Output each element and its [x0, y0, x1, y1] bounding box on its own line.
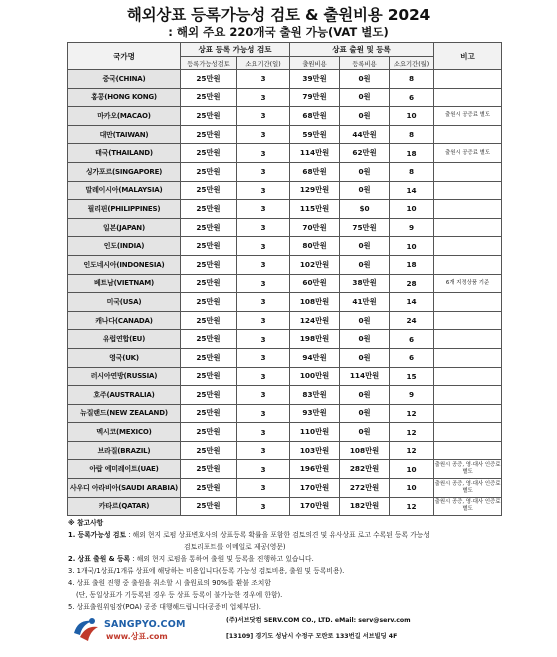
company-info: (주)서브닷컴 SERV.COM CO., LTD. eMail: serv@serv.com [226, 617, 411, 624]
country-cell: 인도(INDIA) [68, 237, 181, 256]
country-cell: 필리핀(PHILIPPINES) [68, 200, 181, 219]
note-cell: 출원시 공증, 영·대사 인증료 별도 [434, 479, 502, 498]
table-row [68, 367, 502, 386]
country-cell: 인도네시아(INDONESIA) [68, 255, 181, 274]
country-cell: 태국(THAILAND) [68, 144, 181, 163]
search-days-cell: 3 [237, 330, 290, 349]
header-country: 국가명 [68, 43, 181, 70]
table-row [68, 181, 502, 200]
filing-months-cell: 18 [390, 255, 434, 274]
search-days-cell: 3 [237, 162, 290, 181]
filing-months-cell: 14 [390, 293, 434, 312]
search-fee-cell: 25만원 [181, 441, 237, 460]
search-days-cell: 3 [237, 107, 290, 126]
search-days-cell: 3 [237, 70, 290, 89]
reg-fee-cell: 0원 [340, 107, 390, 126]
company-address: [13109] 경기도 성남시 수정구 모란로 133번길 서브빌딩 4F [226, 633, 398, 640]
search-days-cell: 3 [237, 348, 290, 367]
header-search-group: 상표 등록 가능성 검토 [181, 43, 290, 57]
table-row [68, 293, 502, 312]
filing-months-cell: 10 [390, 200, 434, 219]
filing-fee-cell: 102만원 [290, 255, 340, 274]
search-fee-cell: 25만원 [181, 293, 237, 312]
table-row [68, 274, 502, 293]
filing-fee-cell: 68만원 [290, 107, 340, 126]
page-title: 해외상표 등록가능성 검토 & 출원비용 2024 [126, 6, 431, 24]
note-cell [434, 441, 502, 460]
note-cell [434, 367, 502, 386]
reg-fee-cell: 0원 [340, 423, 390, 442]
reg-fee-cell: 0원 [340, 386, 390, 405]
search-fee-cell: 25만원 [181, 423, 237, 442]
filing-fee-cell: 114만원 [290, 144, 340, 163]
notes-heading: ※ 참고사항 [68, 519, 104, 527]
reg-fee-cell: 38만원 [340, 274, 390, 293]
search-fee-cell: 25만원 [181, 404, 237, 423]
reg-fee-cell: 108만원 [340, 441, 390, 460]
search-days-cell: 3 [237, 218, 290, 237]
search-fee-cell: 25만원 [181, 70, 237, 89]
note-cell [434, 88, 502, 107]
search-days-cell: 3 [237, 144, 290, 163]
logo-text: SANGPYO.COM [104, 619, 186, 630]
search-days-cell: 3 [237, 497, 290, 516]
search-days-cell: 3 [237, 311, 290, 330]
search-days-cell: 3 [237, 88, 290, 107]
header-note: 비고 [434, 43, 502, 70]
header-search-fee: 등록가능성검토 [181, 57, 237, 70]
table-row [68, 311, 502, 330]
reg-fee-cell: 0원 [340, 181, 390, 200]
table-row [68, 200, 502, 219]
table-row [68, 107, 502, 126]
reg-fee-cell: 0원 [340, 255, 390, 274]
filing-months-cell: 10 [390, 237, 434, 256]
note-cell [434, 200, 502, 219]
table-row [68, 386, 502, 405]
reg-fee-cell: 0원 [340, 162, 390, 181]
reg-fee-cell: $0 [340, 200, 390, 219]
note-cell: 출원시 공증, 영·대사 인증료 별도 [434, 460, 502, 479]
search-days-cell: 3 [237, 181, 290, 200]
table-row [68, 404, 502, 423]
search-fee-cell: 25만원 [181, 200, 237, 219]
note-cell: 출원시 공증료 별도 [434, 107, 502, 126]
filing-months-cell: 6 [390, 330, 434, 349]
note-cell [434, 70, 502, 89]
note-cell: 출원시 공증, 영·대사 인증료 별도 [434, 497, 502, 516]
note-cell [434, 218, 502, 237]
search-fee-cell: 25만원 [181, 107, 237, 126]
search-days-cell: 3 [237, 274, 290, 293]
table-row [68, 144, 502, 163]
note-5: 5. 상표출원위임장(POA) 공증 대행해드립니다(공증비 업체부담). [68, 603, 261, 611]
table-row [68, 255, 502, 274]
company-logo [70, 613, 190, 649]
search-days-cell: 3 [237, 423, 290, 442]
note-4: 4. 상표 출원 진행 중 출원을 취소할 시 출원료의 90%를 환불 조치함 [68, 579, 271, 587]
country-cell: 베트남(VIETNAM) [68, 274, 181, 293]
country-cell: 말레이시아(MALAYSIA) [68, 181, 181, 200]
country-cell: 홍콩(HONG KONG) [68, 88, 181, 107]
reg-fee-cell: 0원 [340, 404, 390, 423]
filing-fee-cell: 60만원 [290, 274, 340, 293]
table-row [68, 348, 502, 367]
note-cell [434, 423, 502, 442]
filing-months-cell: 8 [390, 125, 434, 144]
search-days-cell: 3 [237, 200, 290, 219]
table-row [68, 423, 502, 442]
filing-fee-cell: 83만원 [290, 386, 340, 405]
filing-months-cell: 28 [390, 274, 434, 293]
filing-fee-cell: 59만원 [290, 125, 340, 144]
search-fee-cell: 25만원 [181, 460, 237, 479]
note-cell [434, 237, 502, 256]
filing-months-cell: 12 [390, 441, 434, 460]
filing-fee-cell: 70만원 [290, 218, 340, 237]
note-cell [434, 255, 502, 274]
filing-fee-cell: 68만원 [290, 162, 340, 181]
header-reg-fee: 등록비용 [340, 57, 390, 70]
search-days-cell: 3 [237, 237, 290, 256]
reg-fee-cell: 114만원 [340, 367, 390, 386]
reg-fee-cell: 0원 [340, 330, 390, 349]
note-1 [68, 529, 508, 541]
header-filing-months: 소요기간(월) [390, 57, 434, 70]
search-days-cell: 3 [237, 293, 290, 312]
filing-months-cell: 8 [390, 162, 434, 181]
note-2-label: 2. 상표 출원 & 등록 [68, 555, 131, 563]
filing-months-cell: 12 [390, 404, 434, 423]
filing-fee-cell: 108만원 [290, 293, 340, 312]
note-cell: 6개 지정상품 기준 [434, 274, 502, 293]
table-row [68, 497, 502, 516]
filing-months-cell: 24 [390, 311, 434, 330]
reg-fee-cell: 75만원 [340, 218, 390, 237]
filing-months-cell: 12 [390, 497, 434, 516]
note-cell [434, 162, 502, 181]
footer [0, 612, 557, 657]
country-cell: 대만(TAIWAN) [68, 125, 181, 144]
reg-fee-cell: 0원 [340, 70, 390, 89]
country-cell: 호주(AUSTRALIA) [68, 386, 181, 405]
note-cell: 출원시 공증료 별도 [434, 144, 502, 163]
country-cell: 중국(CHINA) [68, 70, 181, 89]
note-cell [434, 348, 502, 367]
note-2 [68, 553, 508, 565]
reg-fee-cell: 0원 [340, 311, 390, 330]
search-fee-cell: 25만원 [181, 348, 237, 367]
table-row [68, 125, 502, 144]
filing-fee-cell: 80만원 [290, 237, 340, 256]
table-row [68, 237, 502, 256]
filing-months-cell: 9 [390, 386, 434, 405]
page-subtitle: : 해외 주요 220개국 출원 가능(VAT 별도) [168, 25, 389, 39]
country-cell: 멕시코(MEXICO) [68, 423, 181, 442]
search-fee-cell: 25만원 [181, 88, 237, 107]
table-row [68, 88, 502, 107]
reg-fee-cell: 62만원 [340, 144, 390, 163]
filing-fee-cell: 196만원 [290, 460, 340, 479]
country-cell: 러시아연방(RUSSIA) [68, 367, 181, 386]
filing-fee-cell: 170만원 [290, 497, 340, 516]
reg-fee-cell: 0원 [340, 237, 390, 256]
filing-fee-cell: 103만원 [290, 441, 340, 460]
search-fee-cell: 25만원 [181, 144, 237, 163]
reg-fee-cell: 0원 [340, 348, 390, 367]
note-cell [434, 404, 502, 423]
logo-url: www.상표.com [106, 632, 168, 641]
note-cell [434, 293, 502, 312]
filing-fee-cell: 100만원 [290, 367, 340, 386]
note-cell [434, 125, 502, 144]
search-fee-cell: 25만원 [181, 125, 237, 144]
notes-section [68, 517, 508, 613]
sangpyo-logo-icon [70, 615, 102, 645]
filing-fee-cell: 93만원 [290, 404, 340, 423]
search-days-cell: 3 [237, 460, 290, 479]
table-row [68, 479, 502, 498]
note-1-label: 1. 등록가능성 검토 [68, 531, 127, 539]
country-cell: 카타르(QATAR) [68, 497, 181, 516]
filing-fee-cell: 79만원 [290, 88, 340, 107]
country-cell: 캐나다(CANADA) [68, 311, 181, 330]
table-row [68, 441, 502, 460]
search-days-cell: 3 [237, 125, 290, 144]
country-cell: 영국(UK) [68, 348, 181, 367]
country-cell: 싱가포르(SINGAPORE) [68, 162, 181, 181]
search-fee-cell: 25만원 [181, 181, 237, 200]
search-fee-cell: 25만원 [181, 255, 237, 274]
filing-months-cell: 10 [390, 107, 434, 126]
country-cell: 유럽연합(EU) [68, 330, 181, 349]
note-cell [434, 330, 502, 349]
filing-months-cell: 6 [390, 88, 434, 107]
filing-fee-cell: 198만원 [290, 330, 340, 349]
search-fee-cell: 25만원 [181, 162, 237, 181]
search-fee-cell: 25만원 [181, 367, 237, 386]
filing-fee-cell: 129만원 [290, 181, 340, 200]
note-4-continued: (단, 동일상표가 기등록된 경우 등 상표 등록이 불가능한 경우에 한함). [76, 591, 283, 599]
reg-fee-cell: 41만원 [340, 293, 390, 312]
filing-months-cell: 14 [390, 181, 434, 200]
note-2-text: : 해외 현지 로펌을 통하여 출원 및 등록을 진행하고 있습니다. [132, 555, 314, 563]
filing-fee-cell: 115만원 [290, 200, 340, 219]
filing-fee-cell: 94만원 [290, 348, 340, 367]
filing-months-cell: 6 [390, 348, 434, 367]
note-cell [434, 386, 502, 405]
search-fee-cell: 25만원 [181, 311, 237, 330]
note-1-continued: 검토리포트를 이메일로 제공(영문) [184, 543, 286, 551]
table-row [68, 162, 502, 181]
search-fee-cell: 25만원 [181, 330, 237, 349]
note-cell [434, 181, 502, 200]
reg-fee-cell: 282만원 [340, 460, 390, 479]
search-days-cell: 3 [237, 386, 290, 405]
filing-months-cell: 12 [390, 423, 434, 442]
table-row [68, 70, 502, 89]
filing-months-cell: 10 [390, 460, 434, 479]
country-cell: 뉴질랜드(NEW ZEALAND) [68, 404, 181, 423]
search-fee-cell: 25만원 [181, 237, 237, 256]
search-days-cell: 3 [237, 255, 290, 274]
country-cell: 일본(JAPAN) [68, 218, 181, 237]
filing-fee-cell: 39만원 [290, 70, 340, 89]
filing-months-cell: 8 [390, 70, 434, 89]
header-filing-fee: 출원비용 [290, 57, 340, 70]
filing-fee-cell: 110만원 [290, 423, 340, 442]
note-3: 3. 1개국/1상표/1개류 상표에 해당하는 비용입니다(등록 가능성 검토비용, 출원 및 등록비용). [68, 567, 345, 575]
search-fee-cell: 25만원 [181, 274, 237, 293]
note-cell [434, 311, 502, 330]
search-days-cell: 3 [237, 404, 290, 423]
table-row [68, 330, 502, 349]
reg-fee-cell: 182만원 [340, 497, 390, 516]
filing-months-cell: 10 [390, 479, 434, 498]
table-row [68, 218, 502, 237]
header-search-days: 소요기간(일) [237, 57, 290, 70]
country-cell: 미국(USA) [68, 293, 181, 312]
search-fee-cell: 25만원 [181, 386, 237, 405]
country-cell: 브라질(BRAZIL) [68, 441, 181, 460]
country-cell: 아랍 에미레이트(UAE) [68, 460, 181, 479]
filing-months-cell: 15 [390, 367, 434, 386]
country-cell: 사우디 아라비아(SAUDI ARABIA) [68, 479, 181, 498]
search-fee-cell: 25만원 [181, 479, 237, 498]
reg-fee-cell: 0원 [340, 88, 390, 107]
search-days-cell: 3 [237, 441, 290, 460]
search-fee-cell: 25만원 [181, 218, 237, 237]
table-row [68, 460, 502, 479]
filing-fee-cell: 170만원 [290, 479, 340, 498]
filing-months-cell: 18 [390, 144, 434, 163]
search-fee-cell: 25만원 [181, 497, 237, 516]
reg-fee-cell: 272만원 [340, 479, 390, 498]
country-cell: 마카오(MACAO) [68, 107, 181, 126]
search-days-cell: 3 [237, 479, 290, 498]
header-filing-group: 상표 출원 및 등록 [290, 43, 434, 57]
price-table [67, 42, 502, 516]
search-days-cell: 3 [237, 367, 290, 386]
reg-fee-cell: 44만원 [340, 125, 390, 144]
filing-fee-cell: 124만원 [290, 311, 340, 330]
filing-months-cell: 9 [390, 218, 434, 237]
note-1-text: : 해외 현지 로펌 상표변호사의 상표등록 확률을 포함한 검토의견 및 유사상표 로고 수록된 등록 가능성 [128, 531, 430, 539]
